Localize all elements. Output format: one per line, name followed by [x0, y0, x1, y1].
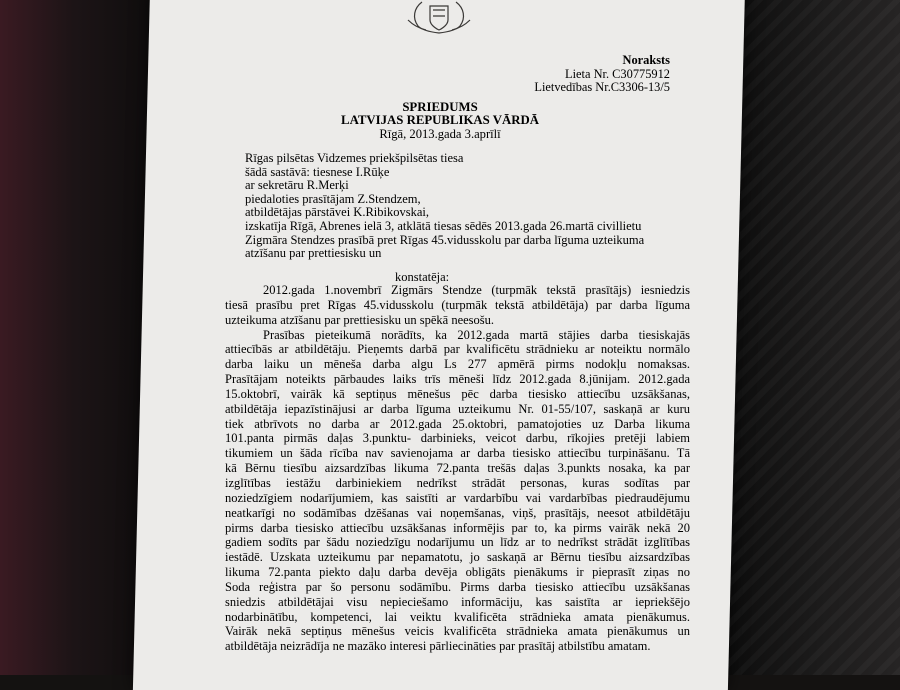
body-line: Vairāk nekā septiņus mēnešus veicis kvalificēta strādnieka amata pienākumus un: [225, 624, 690, 639]
court-line: atzīšanu par prettiesisku un: [245, 246, 382, 261]
body-text: [225, 283, 690, 654]
court-line: atbildētājas pārstāvei K.Ribikovskai,: [245, 205, 429, 220]
court-line: piedaloties prasītājam Z.Stendzem,: [245, 191, 421, 206]
body-line: iestādē. Uzskata uzteikumu par nepamatotu, jo saskaņā ar Bērnu tiesību aizsardzības: [225, 550, 690, 565]
body-line: pirms darba tiesisko attiecību uzsākšanas informējis par to, ka pirms vairāk nekā 20: [225, 520, 690, 535]
body-line: 101.panta pirmās daļas 3.punktu- darbinieks, veicot darbu, rīkojies pretēji labiem: [225, 431, 690, 446]
court-line: ar sekretāru R.Merķi: [245, 178, 349, 193]
body-line: likuma 72.panta piekto daļu darba devēja obligāts pienākums ir pieprasīt ziņas no: [225, 565, 690, 580]
body-line: sniedzis atbildētājai visu nepieciešamo informāciju, kas saistīta ar iepriekšējo: [225, 594, 690, 609]
body-line: Prasības pieteikumā norādīts, ka 2012.gada martā stājies darba tiesiskajās: [263, 327, 690, 342]
body-line: tikumiem un šāda rīcība nav savienojama ar darba tiesisko attiecību turpināšanu. Tā: [225, 446, 690, 461]
case-header: [520, 54, 670, 95]
body-line: 15.oktobrī, vairāk kā septiņus mēnešus pēc darba tiesisko attiecību uzsākšanas,: [225, 386, 690, 401]
body-line: 2012.gada 1.novembrī Zigmārs Stendze (turpmāk tekstā prasītājs) iesniedzis: [263, 283, 690, 297]
copy-label: Noraksts: [622, 53, 670, 67]
body-line: gadiem sodīts par šādu noziedzīgu nodarījumu un līdz ar to nedrīkst strādāt izglītības: [225, 535, 690, 550]
body-line: Soda reģistra par šo personu sodāmību. Pirms darba tiesisko attiecību uzsākšanas: [225, 579, 690, 594]
body-line: attiecībās ar atbildētāju. Pieņemts darbā par kvalificētu strādnieku ar noteiktu normālo: [225, 342, 690, 357]
body-line: atbildētāja iepazīstinājusi ar darba līguma uzteikumu Nr. 01-55/107, saskaņā ar kuru: [225, 401, 690, 416]
court-line: Rīgas pilsētas Vidzemes priekšpilsētas tiesa: [245, 151, 464, 165]
body-line: atbildētāja neizrādīja ne mazāko interesi pārliecināties par prasītāj atbilstību amatam.: [225, 639, 651, 654]
body-line: izglītības iestāžu darbiniekiem nedrīkst strādāt personas, kuras sodītas par: [225, 475, 690, 490]
body-line: kā Bērnu tiesību aizsardzības likuma 72.panta trešās daļas 3.punkts nosaka, ka par: [225, 461, 690, 476]
body-line: noziedzīgiem nodarījumiem, kas saistīti ar vardarbību vai vardarbības piedraudējumu: [225, 490, 690, 505]
place-date: Rīgā, 2013.gada 3.aprīlī: [379, 127, 501, 141]
title-line-1: SPRIEDUMS: [402, 100, 478, 114]
court-line: izskatīja Rīgā, Abrenes ielā 3, atklātā tiesas sēdēs 2013.gada 26.martā civillietu: [245, 218, 642, 233]
body-line: tiek atbrīvots no darba ar 2012.gada 25.oktobri, pamatojoties uz Darba likuma: [225, 416, 690, 431]
court-composition: [245, 152, 675, 261]
background-fabric-right: [715, 0, 900, 675]
document-title: [310, 101, 570, 127]
body-line: Prasītājam noteikts pārbaudes laiks trīs mēneši līdz 2012.gada 8.jūnijam. 2012.gada: [225, 372, 690, 387]
body-line: uzteikuma atzīšanu par prettiesisku un spēkā neesošu.: [225, 312, 495, 327]
court-line: Zigmāra Stendzes prasībā pret Rīgas 45.vidusskolu par darba līguma uzteikuma: [245, 232, 645, 247]
body-line: darba laiku un mēneša darba algu Ls 277 apmērā pirms nodokļu nomaksas.: [225, 357, 690, 372]
body-line: tiesā prasību pret Rīgas 45.vidusskolu (turpmāk tekstā atbildētāja) par darba līguma: [225, 297, 690, 312]
body-line: nodarbinātību, kompetenci, lai veiktu kvalificēta strādnieka amata pienākumus.: [225, 609, 690, 624]
case-number: Lieta Nr. C30775912: [565, 66, 670, 81]
records-number: Lietvedības Nr.C3306-13/5: [534, 80, 670, 94]
coat-of-arms-icon: [400, 0, 478, 34]
section-heading-konstateja: konstatēja:: [395, 270, 450, 284]
body-line: neatkarīgi no sodāmības dzēšanas vai noņemšanas, viņš, prasītājs, neesot atbildētāju: [225, 505, 690, 520]
title-line-2: LATVIJAS REPUBLIKAS VĀRDĀ: [341, 113, 539, 127]
court-line: šādā sastāvā: tiesnese I.Rūķe: [245, 164, 390, 179]
